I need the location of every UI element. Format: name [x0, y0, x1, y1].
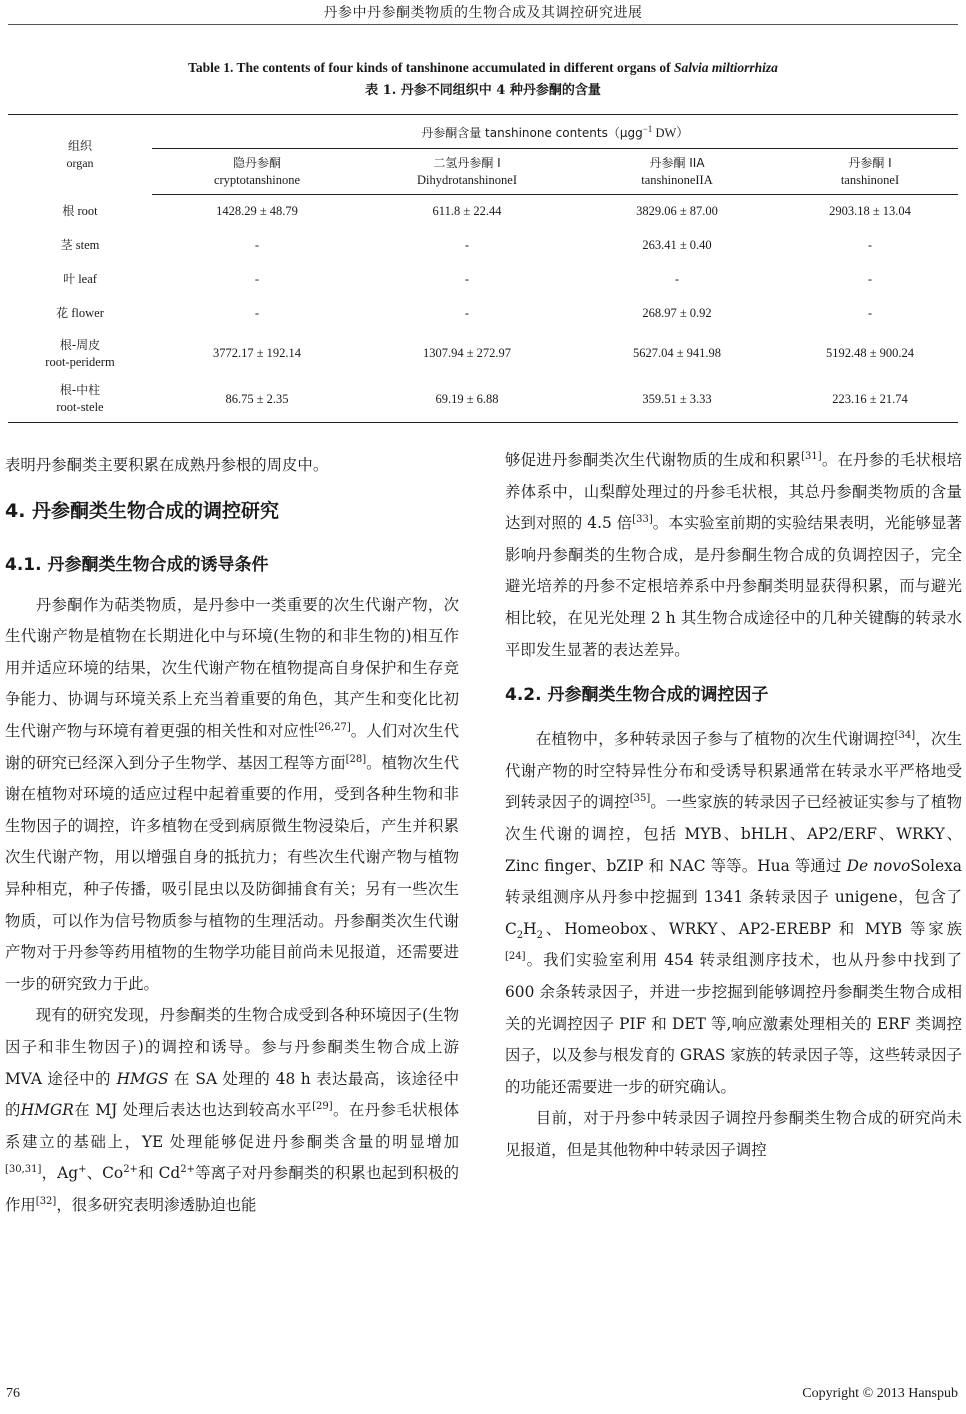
table-cell: 86.75 ± 2.35: [225, 391, 289, 406]
table-cell: -: [674, 272, 680, 286]
text: 。人们对次生代谢的研究已经深入到分子生物学、基因工程等方面: [5, 721, 459, 772]
subsection-heading: 4.2. 丹参酮类生物合成的调控因子: [505, 685, 769, 706]
table-cell: -: [867, 238, 873, 252]
table-cell: 1428.29 ± 48.79: [216, 204, 298, 219]
table-row: [8, 229, 958, 263]
text: 。本实验室前期的实验结果表明，光能够显著影响丹参酮类的生物合成，是丹参酮生物合成的负调控因子，完全避光培养的丹参不定根培养系中丹参酮类明显获得积累，而与避光相比较，在见光处理 2 h 其生物合成途径中的几种关键酶的转录水平即发生显著的表达差异。: [505, 514, 962, 659]
citation: [30,31]: [5, 1164, 42, 1176]
paragraph: 目前，对于丹参中转录因子调控丹参酮类生物合成的研究尚未见报道，但是其他物种中转录因子调控: [505, 1109, 962, 1159]
table-row: [8, 377, 958, 423]
row-label: [8, 263, 152, 297]
text: 。植物次生代谢在植物对环境的适应过程中起着重要的作用，受到各种生物和非生物因子的调控，许多植物在受到病原微生物浸染后，产生并积累次生代谢产物，用以增强自身的抵抗力；有些次生代谢产物与植物异种相克，种子传播，吸引昆虫以及防御捕食有关；另有一些次生物质，可以作为信号物质参与植物的生理活动。丹参酮类次生代谢产物对于丹参等药用植物的生物学功能目前尚未见报道，还需要进一步的研究致力于此。: [5, 753, 459, 993]
subscript: 2: [516, 929, 524, 941]
column-header-zh: 丹参酮 I: [848, 155, 892, 170]
caption-en-species: Salvia miltiorrhiza: [674, 60, 778, 75]
text: 够促进丹参酮类次生代谢物质的生成和积累: [505, 451, 802, 469]
table-cell: 5192.48 ± 900.24: [825, 346, 915, 360]
table-cell: -: [464, 272, 470, 286]
table-cell: 223.16 ± 21.74: [832, 391, 908, 406]
row-label-en: flower: [71, 306, 104, 320]
subsection-heading: 4.1. 丹参酮类生物合成的诱导条件: [5, 554, 269, 575]
column-header-en: cryptotanshinone: [213, 172, 301, 187]
text: 在 MJ 处理后表达也达到较高水平: [73, 1101, 313, 1120]
text: 等离子对丹参酮类的积累也起到积极的作用: [5, 1164, 459, 1214]
gene-name: HMGR: [20, 1101, 74, 1120]
citation: [24]: [505, 951, 526, 963]
table-cell: 611.8 ± 22.44: [432, 204, 502, 219]
table-cell: 263.41 ± 0.40: [642, 238, 712, 252]
group-header-text: 丹参酮含量 tanshinone contents（μgg: [421, 126, 643, 141]
table-cell: -: [254, 272, 260, 286]
row-label: [8, 297, 152, 331]
citation: [35]: [629, 793, 651, 805]
table-cell: -: [464, 306, 470, 320]
citation: [29]: [312, 1100, 333, 1112]
citation: [34]: [894, 730, 916, 742]
table-caption-en: [0, 60, 966, 76]
table-cell: 3829.06 ± 87.00: [636, 204, 718, 219]
group-header: [152, 115, 958, 149]
subscript: 2: [536, 929, 543, 941]
column-header: [152, 149, 362, 195]
ion-charge: +: [78, 1164, 87, 1176]
column-header: [572, 149, 782, 195]
gene-name: HMGS: [116, 1069, 169, 1088]
column-header-zh: 隐丹参酮: [232, 155, 281, 170]
table-cell: -: [867, 306, 873, 320]
citation: [31]: [801, 450, 822, 462]
row-label-zh: 花: [56, 306, 69, 320]
table-caption-zh: 表 1. 丹参不同组织中 4 种丹参酮的含量: [365, 83, 601, 98]
text: 现有的研究发现，丹参酮类的生物合成受到各种环境因子(生物因子和非生物因子)的调控和诱导。参与丹参酮类生物合成上游 MVA 途径中的: [5, 1006, 459, 1088]
paragraph: [505, 724, 962, 1103]
table-cell: -: [254, 238, 260, 252]
caption-en-text: Table 1. The contents of four kinds of tanshinone accumulated in different organs of: [188, 60, 675, 75]
column-header: [782, 149, 958, 195]
column-header-zh: 二氢丹参酮 I: [433, 155, 501, 170]
text: ，很多研究表明渗透胁迫也能: [56, 1195, 257, 1214]
text: 。一些家族的转录因子已经被证实参与了植物次生代谢的调控，包括 MYB、bHLH、AP2/ERF、WRKY、Zinc finger、bZIP 和 NAC 等等。Hua 等通过: [505, 793, 962, 875]
table-row: [8, 331, 958, 377]
row-label: [8, 195, 152, 229]
row-label: [8, 331, 152, 377]
row-label: [8, 377, 152, 423]
group-header-sup: −1: [642, 123, 653, 134]
text: ，Ag: [41, 1164, 79, 1183]
row-label: [8, 229, 152, 263]
ion-charge: 2+: [123, 1164, 138, 1176]
method-name: De novo: [846, 856, 911, 875]
row-label-en: root-periderm: [45, 354, 115, 369]
citation: [32]: [35, 1195, 57, 1207]
column-header: [362, 149, 572, 195]
table-cell: 69.19 ± 6.88: [435, 391, 499, 406]
page-number: 76: [6, 1386, 20, 1401]
table-row: [8, 195, 958, 229]
text: ，次生代谢产物的时空特异性分布和受诱导积累通常在转录水平严格地受到转录因子的调控: [505, 730, 962, 812]
header-rule: [8, 24, 958, 25]
tanshinone-table: [8, 114, 958, 423]
text: 在植物中，多种转录因子参与了植物的次生代谢调控: [535, 730, 895, 749]
table-row: [8, 297, 958, 331]
paragraph: [5, 1000, 459, 1221]
citation: [33]: [632, 514, 653, 526]
organ-header-zh: 组织: [67, 138, 92, 153]
table-cell: 3772.17 ± 192.14: [212, 346, 302, 360]
group-header-end: DW）: [652, 126, 689, 141]
paragraph: [5, 590, 459, 1001]
data-table: [8, 114, 958, 423]
text: 和 Cd: [137, 1164, 181, 1183]
row-label-zh: 茎: [60, 238, 73, 252]
text: H: [523, 919, 537, 938]
table-cell: 2903.18 ± 13.04: [829, 204, 911, 219]
citation: [28]: [345, 753, 367, 765]
column-header-en: DihydrotanshinoneI: [417, 172, 517, 187]
row-label-zh: 根-周皮: [59, 337, 101, 352]
table-cell: -: [254, 306, 260, 320]
row-label-en: root: [77, 204, 98, 218]
left-column: [5, 450, 459, 1221]
table-cell: 359.51 ± 3.33: [642, 391, 712, 406]
row-label-zh: 根: [62, 204, 75, 218]
row-label-en: stem: [75, 238, 100, 252]
row-label-en: leaf: [78, 272, 97, 286]
table-cell: 5627.04 ± 941.98: [632, 346, 722, 360]
text: 、Homeobox、WRKY、AP2-EREBP 和 MYB 等家族: [542, 919, 962, 938]
text: 、Co: [86, 1164, 124, 1183]
paragraph: 表明丹参酮类主要积累在成熟丹参根的周皮中。: [5, 456, 329, 474]
row-label-zh: 根-中柱: [59, 383, 101, 398]
text: 。我们实验室利用 454 转录组测序技术，也从丹参中找到了 600 余条转录因子，并进一步挖掘到能够调控丹参酮类生物合成相关的光调控因子 PIF 和 DET 等,响应激素处理相关的 ERF 类调控因子，以及参与根发育的 GRAS 家族的转录因子等，这些转录因子的功能还需要进一步的研究确认。: [505, 951, 962, 1096]
text: 在 SA 处理的 48 h 表达最高，该途径中的: [5, 1069, 459, 1120]
copyright: Copyright © 2013 Hanspub: [802, 1386, 958, 1401]
organ-header-en: organ: [66, 155, 94, 170]
text: 。在丹参的毛状根培养体系中，山梨醇处理过的丹参毛状根，其总丹参酮类物质的含量达到对照的 4.5 倍: [505, 451, 962, 533]
column-header-zh: 丹参酮 IIA: [649, 155, 705, 170]
column-header-en: tanshinoneI: [840, 172, 900, 187]
row-label-en: root-stele: [56, 400, 104, 415]
column-header-en: tanshinoneIIA: [641, 172, 713, 187]
paragraph: [505, 445, 962, 666]
table-cell: 268.97 ± 0.92: [642, 306, 712, 320]
right-column: [505, 445, 962, 1166]
table-cell: -: [867, 272, 873, 286]
text: 。在丹参毛状根体系建立的基础上，YE 处理能够促进丹参酮类含量的明显增加: [5, 1101, 459, 1151]
text: Solexa 转录组测序从丹参中挖掘到 1341 条转录因子 unigene，包含了 C: [505, 856, 962, 938]
ion-charge: 2+: [180, 1164, 196, 1176]
citation: [26,27]: [314, 721, 351, 733]
organ-header: [8, 115, 152, 195]
text: 丹参酮作为萜类物质，是丹参中一类重要的次生代谢产物，次生代谢产物是植物在长期进化中与环境(生物的和非生物的)相互作用并适应环境的结果，次生代谢产物在植物提高自身保护和生存竞争能力、协调与环境关系上充当着重要的角色，其产生和变化比初生代谢产物与环境有着更强的相关性和对应性: [5, 595, 459, 740]
row-label-zh: 叶: [63, 272, 76, 286]
table-cell: -: [464, 238, 470, 252]
table-row: [8, 263, 958, 297]
section-heading: 4. 丹参酮类生物合成的调控研究: [5, 499, 280, 522]
table-cell: 1307.94 ± 272.97: [422, 346, 512, 360]
running-head: 丹参中丹参酮类物质的生物合成及其调控研究进展: [323, 5, 643, 21]
